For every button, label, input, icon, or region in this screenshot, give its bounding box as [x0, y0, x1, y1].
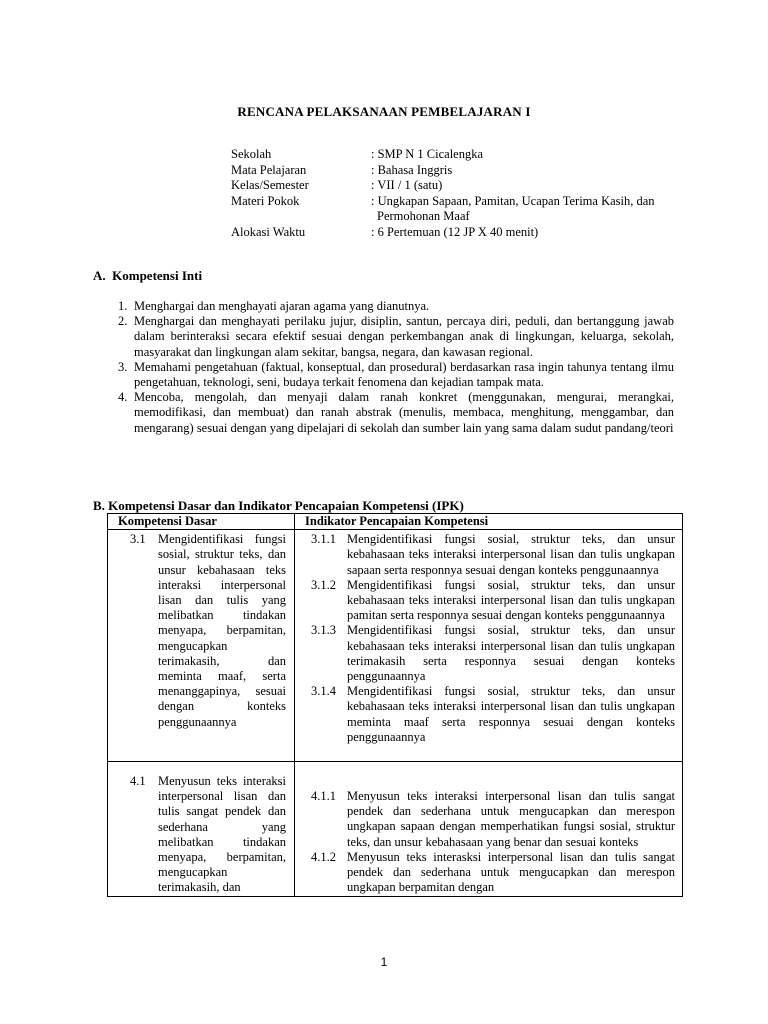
ipk-item: [311, 684, 675, 745]
item-text: Menghargai dan menghayati ajaran agama yang dianutnya.: [134, 299, 430, 313]
ipk-item: [311, 850, 675, 896]
kompetensi-inti-list: [118, 299, 674, 436]
section-a-heading: [93, 268, 202, 284]
ipk-text: Mengidentifikasi fungsi sosial, struktur teks, dan unsur kebahasaan teks interaksi interpersonal lisan dan tulis ungkapan sapaan serta responnya sesuai dengan konteks penggunaannya: [347, 532, 675, 577]
list-item: [118, 314, 674, 360]
kd-cell: [108, 530, 295, 762]
ipk-number: 3.1.2: [311, 577, 336, 592]
meta-value: : SMP N 1 Cicalengka: [371, 147, 484, 161]
meta-key: Alokasi Waktu: [231, 224, 306, 239]
meta-value: : 6 Pertemuan (12 JP X 40 menit): [371, 224, 539, 239]
item-text: Mencoba, mengolah, dan menyaji dalam ranah konkret (menggunakan, mengurai, merangkai, memodifikasi, dan membuat) dan ranah abstrak (menulis, membaca, menghitung, menggambar, dan mengarang) sesuai dengan yang dipelajari di sekolah dan sumber lain yang sama dalam sudut pandang/teori: [134, 390, 674, 435]
meta-value: : VII / 1 (satu): [371, 178, 443, 192]
item-number: 1.: [118, 299, 128, 313]
ipk-text: Mengidentifikasi fungsi sosial, struktur teks, dan unsur kebahasaan teks interaksi interpersonal lisan dan tulis ungkapan pamitan serta responnya sesuai dengan konteks penggunaannya: [347, 577, 675, 623]
meta-row: [231, 178, 691, 194]
ipk-number: 3.1.1: [311, 532, 336, 547]
item-number: 2.: [118, 314, 128, 329]
kd-number: 3.1: [130, 532, 146, 547]
meta-value: : Bahasa Inggris: [371, 162, 453, 177]
meta-row: [231, 194, 691, 225]
table-row: [108, 530, 683, 762]
column-header: Indikator Pencapaian Kompetensi: [295, 514, 683, 530]
item-text: Menghargai dan menghayati perilaku jujur, disiplin, santun, percaya diri, peduli, dan bertanggung jawab dalam berinteraksi secara efektif sesuai dengan perkembangan anak di lingkungan, keluarga, sekolah, masyarakat dan lingkungan alam sekitar, bangsa, negara, dan kawasan regional.: [134, 314, 674, 359]
kd-text: Menyusun teks interaksi interpersonal lisan dan tulis sangat pendek dan sederhana yang melibatkan tindakan menyapa, berpamitan, mengucapkan terimakasih, dan: [158, 774, 286, 895]
meta-row: [231, 163, 691, 179]
item-text: Memahami pengetahuan (faktual, konseptual, dan prosedural) berdasarkan rasa ingin tahunya tentang ilmu pengetahuan, teknologi, seni, budaya terkait fenomena dan kejadian tampak mata.: [134, 359, 674, 390]
meta-key: Materi Pokok: [231, 193, 300, 208]
page-number: 1: [380, 955, 388, 969]
ipk-item: [311, 789, 675, 850]
kd-text: Mengidentifikasi fungsi sosial, struktur teks, dan unsur kebahasaan teks interaksi interpersonal lisan dan tulis yang melibatkan tindakan menyapa, berpamitan, mengucapkan terimakasih, dan meminta maaf, serta menanggapinya, sesuai dengan konteks penggunaannya: [158, 532, 286, 729]
column-header: Kompetensi Dasar: [108, 514, 295, 530]
meta-row: [231, 225, 691, 241]
kd-cell: [108, 762, 295, 897]
identity-block: [231, 147, 691, 240]
section-b-heading: [93, 498, 464, 514]
meta-row: [231, 147, 691, 163]
ipk-text: Mengidentifikasi fungsi sosial, struktur teks, dan unsur kebahasaan teks interaksi interpersonal lisan dan tulis ungkapan meminta maaf serta responnya sesuai dengan konteks penggunaannya: [347, 684, 675, 744]
list-item: [118, 299, 674, 314]
list-item: [118, 360, 674, 390]
ipk-number: 3.1.3: [311, 623, 336, 638]
table-header-row: [108, 514, 683, 530]
meta-value: : Ungkapan Sapaan, Pamitan, Ucapan Terima Kasih, dan Permohonan Maaf: [371, 193, 655, 223]
ipk-cell: [295, 762, 683, 897]
ipk-number: 4.1.1: [311, 789, 336, 804]
item-number: 3.: [118, 359, 128, 374]
document-title: RENCANA PELAKSANAAN PEMBELAJARAN I: [237, 104, 531, 119]
ipk-number: 4.1.2: [311, 849, 336, 864]
list-item: [118, 390, 674, 436]
section-letter: A.: [93, 268, 106, 283]
ipk-text: Menyusun teks interaksi interpersonal lisan dan tulis sangat pendek dan sederhana untuk mengucapkan dan merespon ungkapan sapaan dengan memperhatikan fungsi sosial, struktur teks, dan unsur kebahasaan yang benar dan sesuai konteks: [347, 789, 675, 849]
meta-key: Kelas/Semester: [231, 178, 309, 192]
ipk-item: [311, 578, 675, 624]
kd-ipk-table: [107, 513, 683, 897]
section-letter: B.: [93, 498, 105, 513]
ipk-cell: [295, 530, 683, 762]
item-number: 4.: [118, 390, 128, 405]
table-row: [108, 762, 683, 897]
meta-key: Sekolah: [231, 147, 272, 161]
section-title: Kompetensi Dasar dan Indikator Pencapaian Kompetensi (IPK): [108, 498, 464, 513]
ipk-text: Menyusun teks interasksi interpersonal lisan dan tulis sangat pendek dan sederhana untuk mengucapkan dan merespon ungkapan berpamitan dengan: [347, 849, 675, 895]
ipk-number: 3.1.4: [311, 684, 336, 699]
ipk-item: [311, 532, 675, 578]
kd-number: 4.1: [130, 774, 146, 789]
meta-key: Mata Pelajaran: [231, 162, 307, 177]
ipk-item: [311, 623, 675, 684]
section-title: Kompetensi Inti: [112, 268, 203, 283]
ipk-text: Mengidentifikasi fungsi sosial, struktur teks, dan unsur kebahasaan teks interaksi interpersonal lisan dan tulis ungkapan terimakasih serta responnya sesuai dengan konteks penggunaannya: [347, 623, 675, 684]
